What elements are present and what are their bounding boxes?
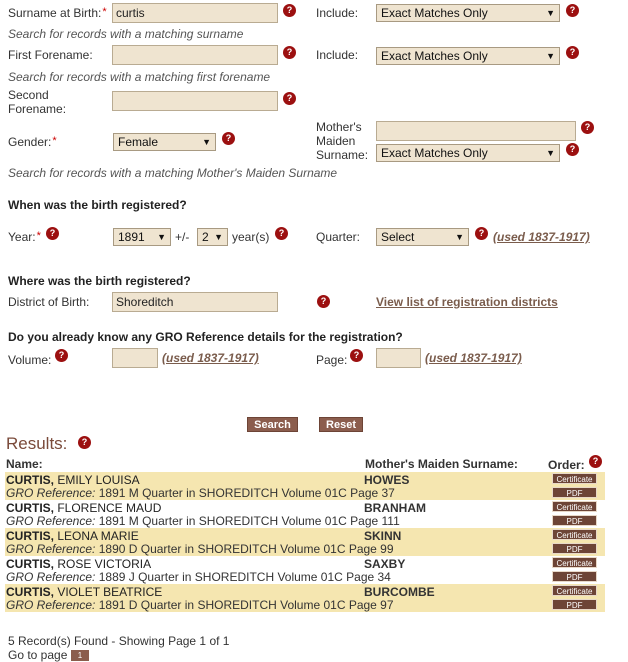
result-name: CURTIS, ROSE VICTORIA — [6, 557, 152, 571]
district-input[interactable]: Shoreditch — [112, 292, 278, 312]
result-gro-reference: GRO Reference: 1891 M Quarter in SHOREDITCH Volume 01C Page 111 — [6, 514, 400, 528]
page-1-button[interactable]: 1 — [71, 650, 89, 661]
chevron-down-icon: ▼ — [546, 51, 555, 61]
chevron-down-icon: ▼ — [202, 137, 211, 147]
order-column-header: Order: — [548, 458, 585, 472]
result-maiden-surname: SKINN — [364, 529, 402, 543]
results-title: Results: — [6, 434, 68, 453]
page-used-note[interactable]: (used 1837-1917) — [425, 351, 522, 365]
forename-label: First Forename: — [8, 48, 93, 62]
mmn-hint: Search for records with a matching Mother's Maiden Surname — [8, 166, 338, 180]
required-star: * — [36, 230, 41, 242]
district-label: District of Birth: — [8, 295, 90, 309]
help-icon[interactable]: ? — [566, 46, 579, 59]
surname-include-select[interactable]: Exact Matches Only ▼ — [376, 4, 560, 22]
result-gro-reference: GRO Reference: 1890 D Quarter in SHOREDITCH Volume 01C Page 99 — [6, 542, 394, 556]
records-found-text: 5 Record(s) Found - Showing Page 1 of 1 — [8, 634, 230, 648]
second-forename-label-2: Forename: — [8, 102, 67, 116]
quarter-select[interactable]: Select ▼ — [376, 228, 469, 246]
help-icon[interactable]: ? — [283, 92, 296, 105]
surname-include-label: Include: — [316, 6, 359, 20]
forename-include-select[interactable]: Exact Matches Only ▼ — [376, 47, 560, 65]
volume-label: Volume: — [8, 353, 52, 367]
surname-label: Surname at Birth:* — [8, 6, 107, 20]
maiden-column-header: Mother's Maiden Surname: — [365, 457, 518, 471]
required-star: * — [52, 135, 57, 147]
help-icon[interactable]: ? — [475, 227, 488, 240]
help-icon[interactable]: ? — [283, 46, 296, 59]
volume-input[interactable] — [112, 348, 158, 368]
result-gro-reference: GRO Reference: 1889 J Quarter in SHOREDITCH Volume 01C Page 34 — [6, 570, 391, 584]
name-column-header: Name: — [6, 457, 43, 471]
help-icon[interactable]: ? — [46, 227, 59, 240]
when-title: When was the birth registered? — [8, 198, 187, 212]
result-gro-reference: GRO Reference: 1891 D Quarter in SHOREDITCH Volume 01C Page 97 — [6, 598, 394, 612]
mmn-label-1: Mother's — [316, 120, 362, 134]
order-pdf-button[interactable]: PDF — [552, 487, 597, 498]
page-label: Page: — [316, 353, 348, 367]
result-name: CURTIS, FLORENCE MAUD — [6, 501, 162, 515]
result-maiden-surname: SAXBY — [364, 557, 406, 571]
result-row — [5, 500, 605, 528]
quarter-label: Quarter: — [316, 230, 361, 244]
required-star: * — [102, 6, 107, 18]
where-title: Where was the birth registered? — [8, 274, 191, 288]
reset-button[interactable]: Reset — [319, 417, 363, 432]
order-certificate-button[interactable]: Certificate — [552, 529, 597, 540]
help-icon[interactable]: ? — [566, 4, 579, 17]
chevron-down-icon: ▼ — [157, 232, 166, 242]
page-input[interactable] — [376, 348, 421, 368]
quarter-used-note[interactable]: (used 1837-1917) — [493, 230, 590, 244]
order-pdf-button[interactable]: PDF — [552, 571, 597, 582]
order-certificate-button[interactable]: Certificate — [552, 585, 597, 596]
order-certificate-button[interactable]: Certificate — [552, 473, 597, 484]
volume-used-note[interactable]: (used 1837-1917) — [162, 351, 259, 365]
chevron-down-icon: ▼ — [455, 232, 464, 242]
mmn-input[interactable] — [376, 121, 576, 141]
year-label: Year:* — [8, 230, 41, 244]
order-pdf-button[interactable]: PDF — [552, 543, 597, 554]
chevron-down-icon: ▼ — [546, 8, 555, 18]
help-icon[interactable]: ? — [317, 295, 330, 308]
help-icon[interactable]: ? — [589, 455, 602, 468]
result-maiden-surname: BRANHAM — [364, 501, 426, 515]
forename-include-label: Include: — [316, 48, 359, 62]
help-icon[interactable]: ? — [78, 436, 91, 449]
result-name: CURTIS, EMILY LOUISA — [6, 473, 140, 487]
result-maiden-surname: HOWES — [364, 473, 410, 487]
forename-hint: Search for records with a matching first forename — [8, 70, 271, 84]
mmn-label-2: Maiden — [316, 134, 356, 148]
result-row — [5, 472, 605, 500]
result-row — [5, 584, 605, 612]
years-label: year(s) — [232, 230, 270, 244]
range-select[interactable]: 2 ▼ — [197, 228, 228, 246]
result-gro-reference: GRO Reference: 1891 M Quarter in SHOREDITCH Volume 01C Page 37 — [6, 486, 395, 500]
gender-select[interactable]: Female ▼ — [113, 133, 216, 151]
order-pdf-button[interactable]: PDF — [552, 515, 597, 526]
result-row — [5, 528, 605, 556]
result-name: CURTIS, VIOLET BEATRICE — [6, 585, 163, 599]
second-forename-input[interactable] — [112, 91, 278, 111]
help-icon[interactable]: ? — [581, 121, 594, 134]
surname-input[interactable]: curtis — [112, 3, 278, 23]
surname-hint: Search for records with a matching surname — [8, 27, 244, 41]
order-pdf-button[interactable]: PDF — [552, 599, 597, 610]
help-icon[interactable]: ? — [283, 4, 296, 17]
order-certificate-button[interactable]: Certificate — [552, 501, 597, 512]
plus-minus-label: +/- — [175, 230, 190, 244]
chevron-down-icon: ▼ — [214, 232, 223, 242]
help-icon[interactable]: ? — [275, 227, 288, 240]
search-button[interactable]: Search — [247, 417, 298, 432]
result-row — [5, 556, 605, 584]
help-icon[interactable]: ? — [350, 349, 363, 362]
help-icon[interactable]: ? — [222, 132, 235, 145]
gender-label: Gender:* — [8, 135, 57, 149]
gro-title: Do you already know any GRO Reference details for the registration? — [8, 330, 403, 344]
mmn-label-3: Surname: — [316, 148, 369, 162]
second-forename-label-1: Second — [8, 88, 49, 102]
mmn-include-select[interactable]: Exact Matches Only ▼ — [376, 144, 560, 162]
help-icon[interactable]: ? — [566, 143, 579, 156]
result-name: CURTIS, LEONA MARIE — [6, 529, 139, 543]
goto-page-label: Go to page — [8, 648, 68, 662]
help-icon[interactable]: ? — [55, 349, 68, 362]
order-certificate-button[interactable]: Certificate — [552, 557, 597, 568]
result-maiden-surname: BURCOMBE — [364, 585, 435, 599]
forename-input[interactable] — [112, 45, 278, 65]
chevron-down-icon: ▼ — [546, 148, 555, 158]
year-select[interactable]: 1891 ▼ — [113, 228, 171, 246]
registration-districts-link[interactable]: View list of registration districts — [376, 295, 558, 309]
